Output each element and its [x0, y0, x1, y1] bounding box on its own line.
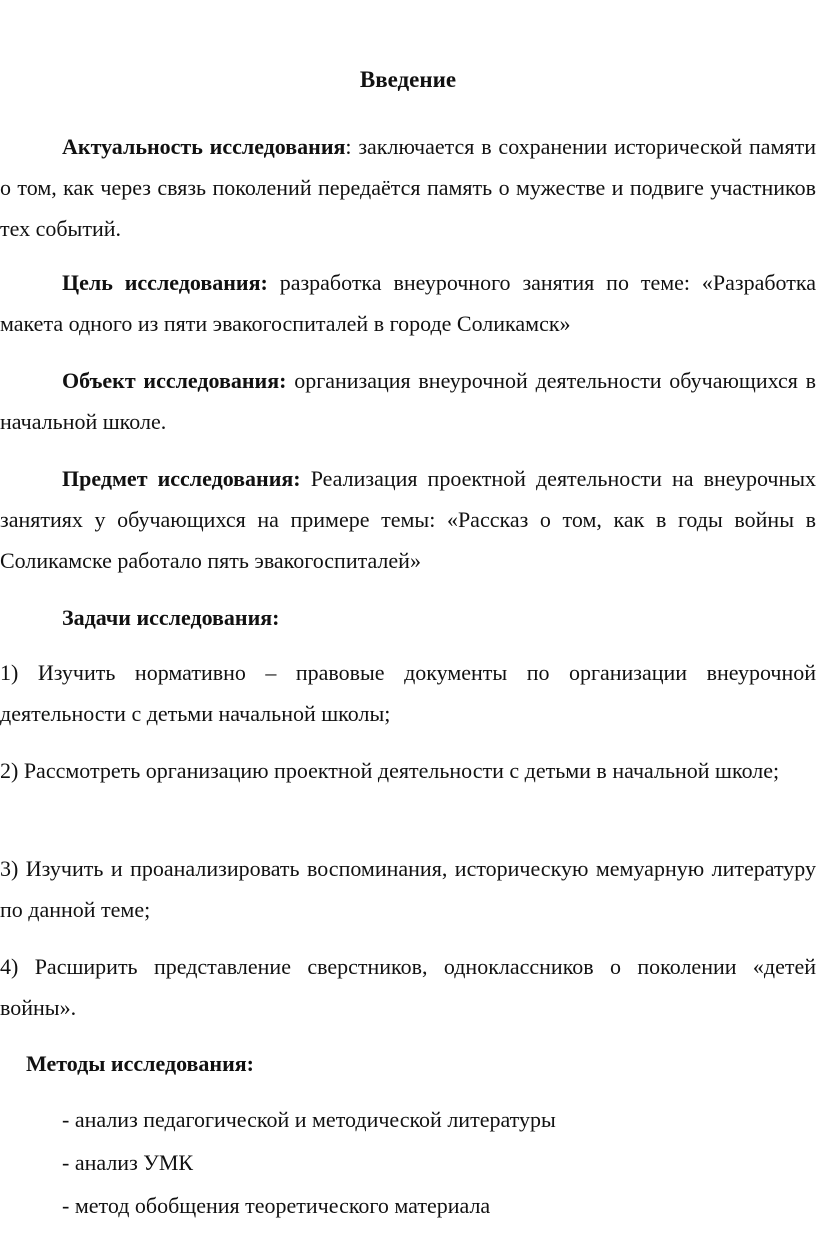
- object-paragraph: [0, 360, 816, 442]
- task-item: 3) Изучить и проанализировать воспоминания, историческую мемуарную литературу по данной теме;: [0, 856, 816, 922]
- method-item: - метод обобщения теоретического материала: [62, 1193, 491, 1218]
- goal-label: Цель исследования:: [62, 270, 268, 295]
- relevance-label: Актуальность исследования: [62, 134, 346, 159]
- goal-paragraph: [0, 262, 816, 344]
- task-item: 2) Рассмотреть организацию проектной деятельности с детьми в начальной школе;: [0, 758, 780, 783]
- task-item: 1) Изучить нормативно – правовые документы по организации внеурочной деятельности с детьми начальной школы;: [0, 660, 816, 726]
- page-title: Введение: [359, 67, 457, 92]
- tasks-heading: Задачи исследования:: [62, 605, 280, 630]
- subject-paragraph: [0, 458, 816, 581]
- goal-text: разработка внеурочного занятия по теме: «Разработка макета одного из пяти эвакогоспиталей в городе Соликамск»: [0, 270, 816, 336]
- object-text: организация внеурочной деятельности обучающихся в начальной школе.: [0, 368, 816, 434]
- relevance-paragraph: [0, 126, 816, 249]
- subject-text: Реализация проектной деятельности на внеурочных занятиях у обучающихся на примере темы: «Рассказ о том, как в годы войны в Соликамске работало пять эвакогоспиталей»: [0, 466, 816, 573]
- relevance-text: : заключается в сохранении исторической памяти о том, как через связь поколений передаётся память о мужестве и подвиге участников тех событий.: [0, 134, 816, 241]
- methods-heading: Методы исследования:: [26, 1051, 254, 1076]
- method-item: - анализ УМК: [62, 1150, 194, 1175]
- method-item: - анализ педагогической и методической литературы: [62, 1107, 556, 1132]
- object-label: Объект исследования:: [62, 368, 287, 393]
- task-item: 4) Расширить представление сверстников, одноклассников о поколении «детей войны».: [0, 954, 816, 1020]
- subject-label: Предмет исследования:: [62, 466, 301, 491]
